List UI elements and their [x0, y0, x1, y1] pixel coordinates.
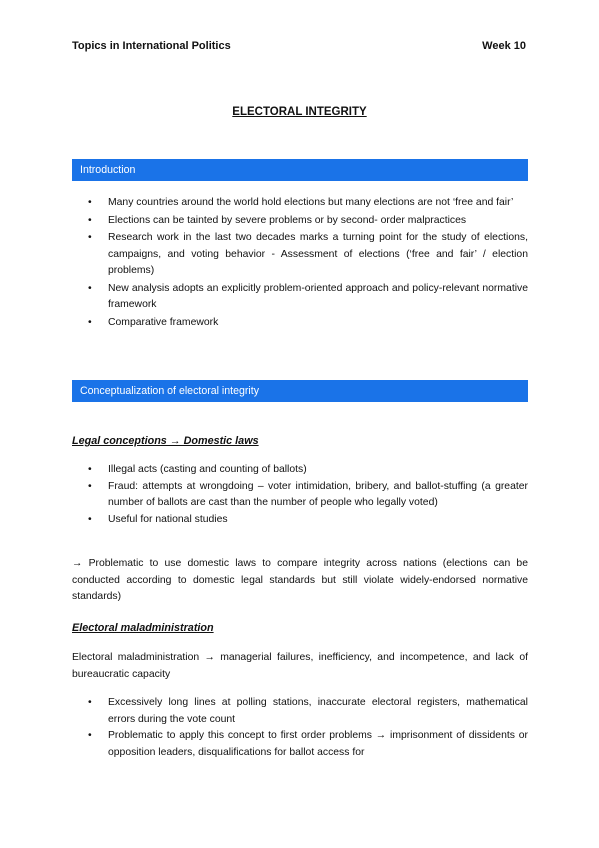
list-item: • Illegal acts (casting and counting of ballots) [72, 462, 528, 479]
list-item: • Excessively long lines at polling stations, inaccurate electoral registers, mathematical errors during the vote count [72, 695, 528, 728]
list-item: • Many countries around the world hold elections but many elections are not ‘free and fair’ [72, 195, 528, 212]
legal-paragraph: → Problematic to use domestic laws to compare integrity across nations (elections can be conducted according to domestic legal standards but still violate widely-endorsed normative standards) [72, 558, 528, 602]
list-item: • Comparative framework [72, 315, 528, 332]
maladministration-list [72, 695, 528, 761]
page-header [72, 38, 526, 55]
document-title: ELECTORAL INTEGRITY [232, 106, 367, 118]
list-item: • Research work in the last two decades marks a turning point for the study of elections, campaigns, and voting behavior - Assessment of elections (‘free and fair’ / election problems) [72, 230, 528, 280]
course-title: Topics in International Politics [72, 40, 231, 52]
list-item: • Problematic to apply this concept to first order problems → imprisonment of dissidents or opposition leaders, disqualifications for ballot access for [72, 728, 528, 761]
section-heading-introduction: Introduction [72, 159, 528, 181]
introduction-list [72, 195, 528, 331]
subheading-legal-conceptions: Legal conceptions → Domestic laws [72, 435, 259, 447]
list-item: • Elections can be tainted by severe problems or by second- order malpractices [72, 213, 528, 230]
subheading-electoral-maladministration: Electoral maladministration [72, 622, 214, 634]
list-item: • Useful for national studies [72, 512, 528, 529]
legal-list [72, 462, 528, 528]
list-item: • Fraud: attempts at wrongdoing – voter intimidation, bribery, and ballot-stuffing (a greater number of ballots are cast than the number of people who legally voted) [72, 479, 528, 512]
section-heading-conceptualization: Conceptualization of electoral integrity [72, 380, 528, 402]
list-item: • New analysis adopts an explicitly problem-oriented approach and policy-relevant normative framework [72, 281, 528, 314]
maladministration-paragraph: Electoral maladministration → managerial failures, inefficiency, and incompetence, and lack of bureaucratic capacity [72, 652, 528, 680]
week-label: Week 10 [482, 40, 526, 52]
